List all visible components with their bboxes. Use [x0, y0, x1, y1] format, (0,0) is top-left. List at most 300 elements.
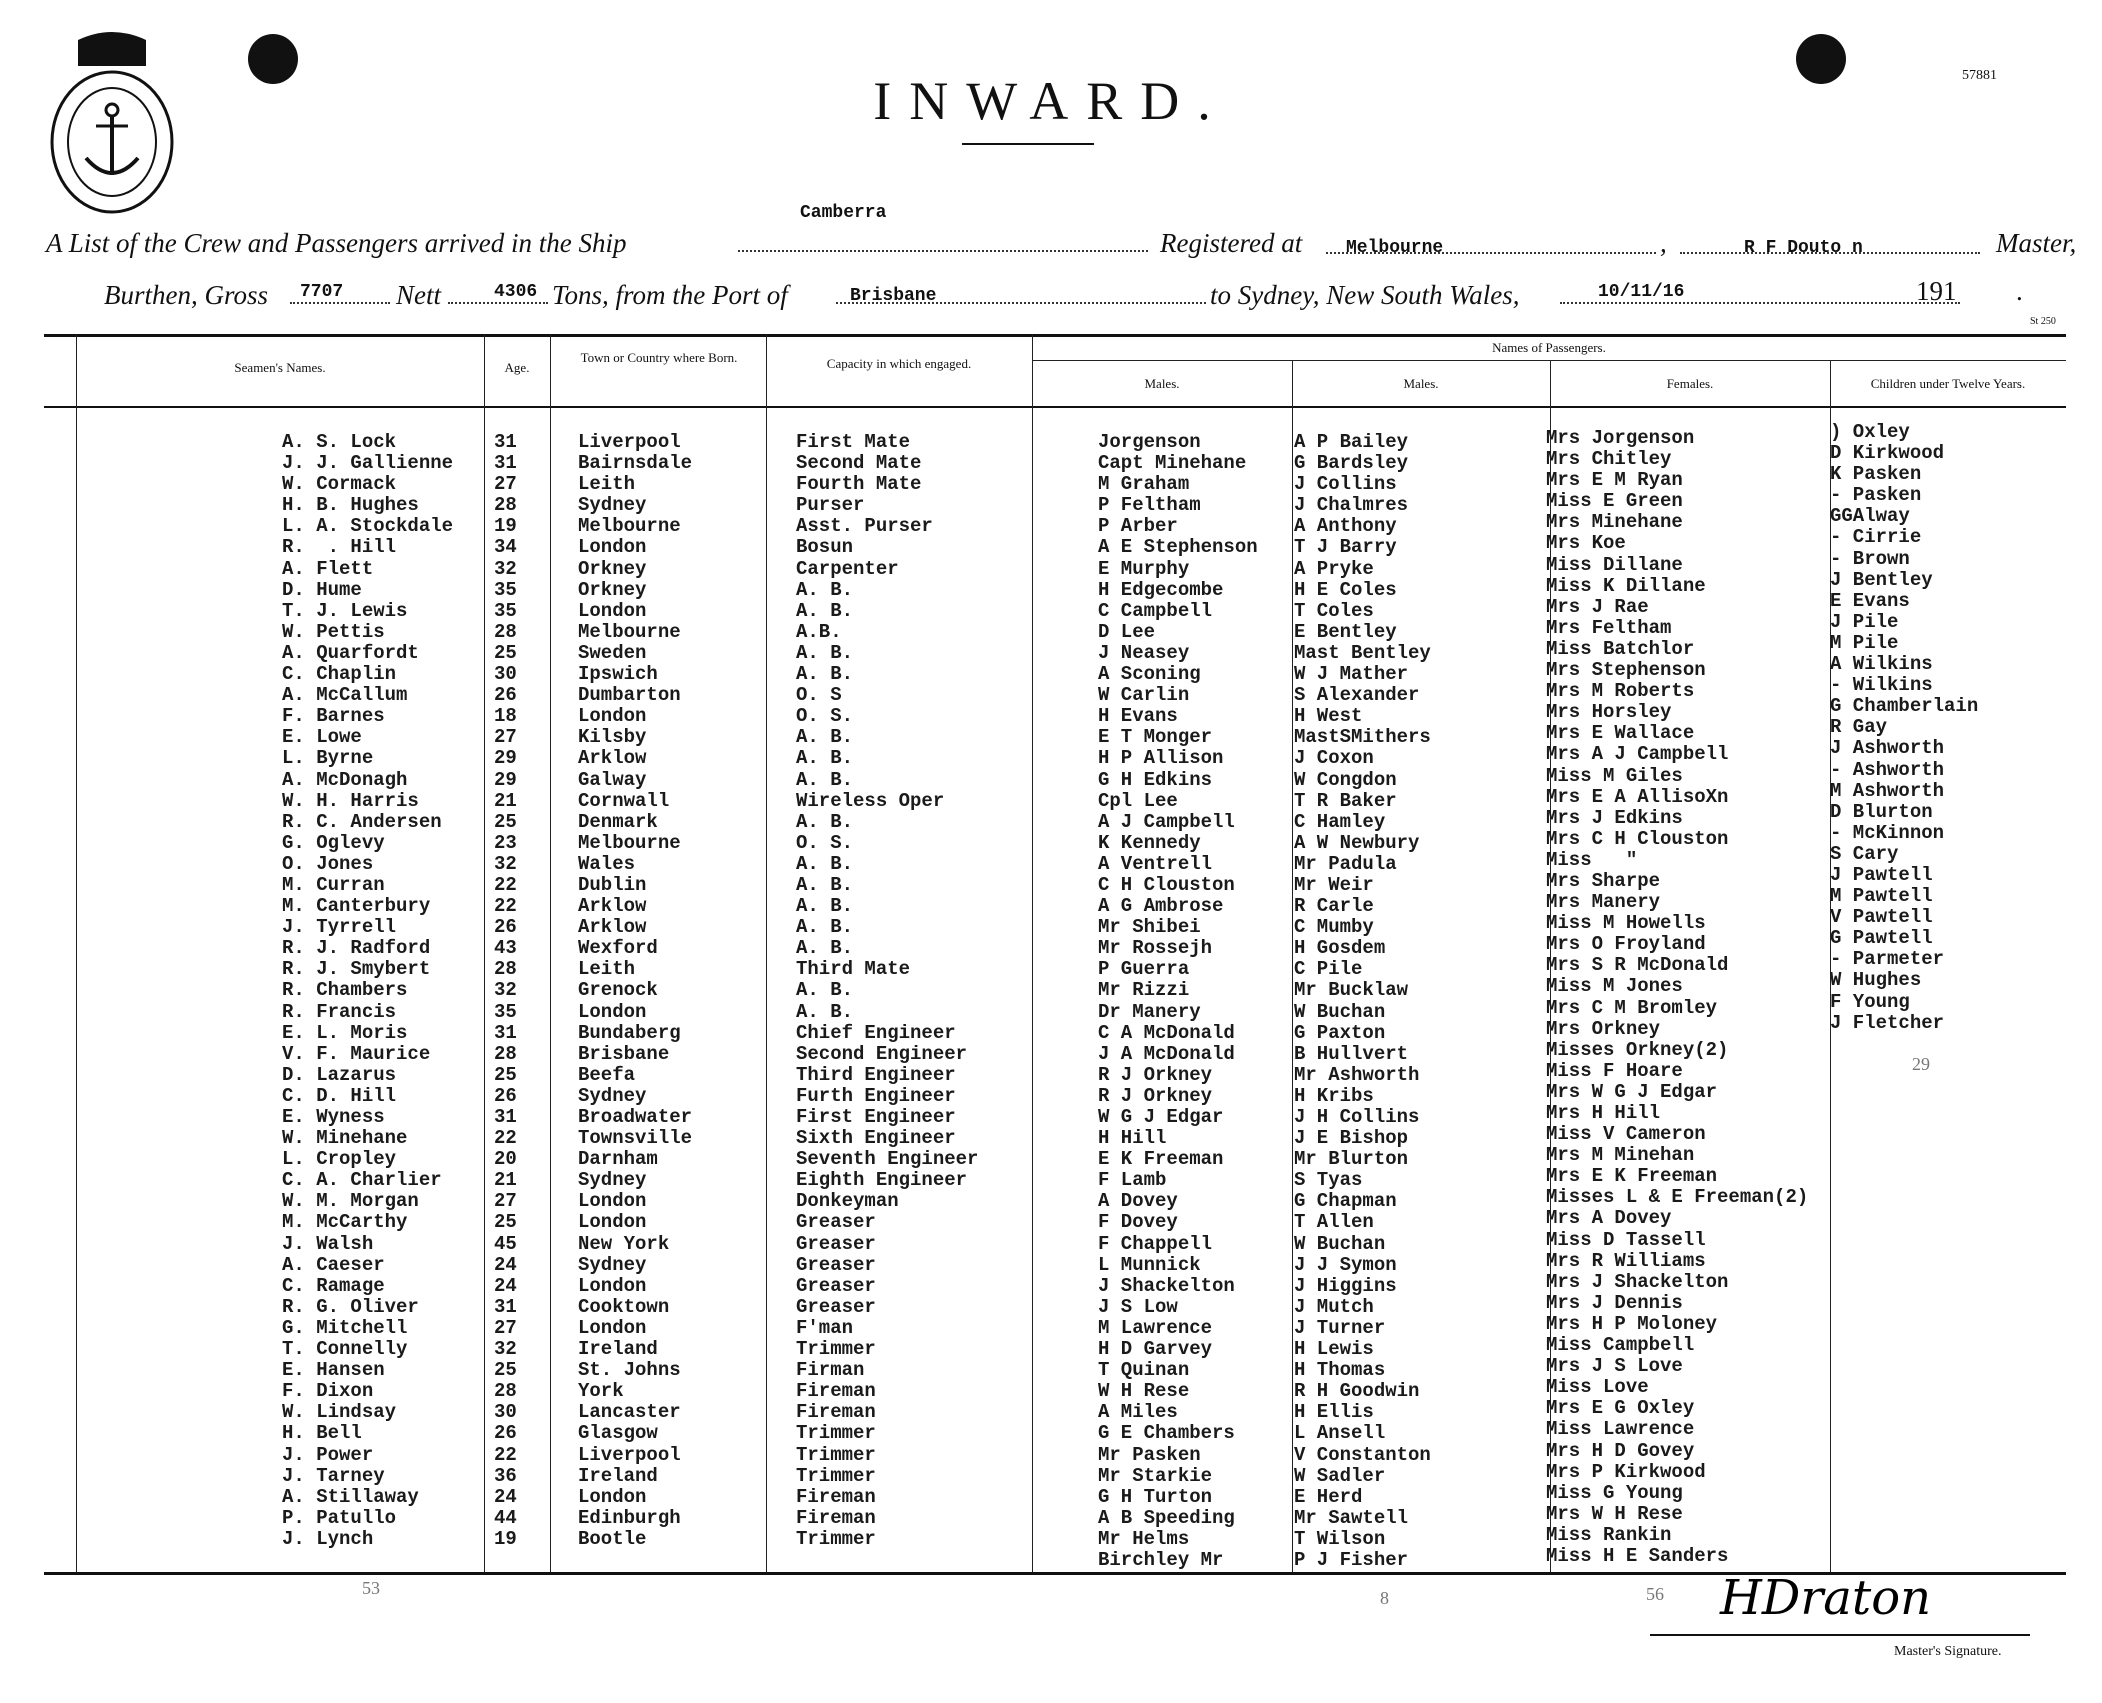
master-label: Master,	[1996, 228, 2077, 258]
male-passenger: E Murphy	[1098, 557, 1190, 580]
female-passenger: Miss Rankin	[1546, 1523, 1672, 1546]
seaman-capacity: First Mate	[796, 431, 911, 453]
seaman-capacity: A. B.	[796, 937, 854, 960]
seaman-age: 26	[494, 684, 517, 707]
child-passenger: - McKinnon	[1830, 821, 1945, 844]
seaman-capacity: Trimmer	[796, 1338, 876, 1361]
male-passenger: W G J Edgar	[1098, 1106, 1224, 1128]
male-passenger: J H Collins	[1294, 1106, 1420, 1128]
male-passenger: C A McDonald	[1098, 1021, 1235, 1044]
child-passenger: J Fletcher	[1830, 1011, 1945, 1034]
male-passenger: W Buchan	[1294, 1000, 1386, 1023]
seaman-age: 21	[494, 789, 517, 812]
seaman-age: 27	[494, 473, 517, 496]
male-passenger: A B Speeding	[1098, 1506, 1235, 1529]
female-passenger: Miss Batchlor	[1546, 637, 1695, 660]
seaman-town: Ipswich	[578, 663, 658, 686]
seaman-capacity: A. B.	[796, 979, 854, 1002]
seaman-town: Glasgow	[578, 1422, 658, 1445]
seaman-name: E. L. Moris	[282, 1021, 408, 1044]
male-passenger: T Wilson	[1294, 1527, 1386, 1550]
seaman-capacity: A. B.	[796, 873, 854, 896]
female-passenger: Miss F Hoare	[1546, 1059, 1683, 1082]
seaman-age: 27	[494, 726, 517, 749]
seaman-capacity: Eighth Engineer	[796, 1169, 968, 1192]
seaman-town: London	[578, 1000, 647, 1023]
seamen-names-column	[282, 432, 453, 1550]
male-passenger: R J Orkney	[1098, 1084, 1213, 1107]
female-passenger: Miss M Giles	[1546, 764, 1683, 787]
male-passenger: R J Orkney	[1098, 1063, 1213, 1086]
female-passenger: Miss D Tassell	[1546, 1228, 1706, 1251]
male-passenger: Mr Starkie	[1098, 1464, 1213, 1487]
seaman-name: L. A. Stockdale	[282, 515, 454, 538]
female-passenger: Mrs Orkney	[1546, 1017, 1661, 1040]
seaman-age: 31	[494, 1295, 517, 1318]
children-column	[1830, 422, 1978, 1034]
seaman-capacity: A. B.	[796, 726, 854, 749]
signature-rule	[1650, 1634, 2030, 1636]
males-total-note: 8	[1380, 1588, 1389, 1608]
seaman-name: R. G. Oliver	[282, 1295, 419, 1318]
seaman-name: D. Hume	[282, 578, 362, 601]
male-passenger: T Quinan	[1098, 1359, 1190, 1382]
gross-dots	[290, 302, 390, 304]
seaman-town: London	[578, 1485, 647, 1508]
seaman-name: L. Byrne	[282, 747, 374, 770]
seaman-name: J. Lynch	[282, 1527, 374, 1550]
child-passenger: F Young	[1830, 990, 1910, 1013]
seaman-capacity: Second Mate	[796, 452, 922, 475]
seaman-name: T. J. Lewis	[282, 599, 408, 622]
male-passenger: Mr Rizzi	[1098, 979, 1190, 1002]
male-passenger: J Turner	[1294, 1316, 1386, 1339]
col-divider-2	[550, 334, 551, 1572]
seaman-town: Ireland	[578, 1464, 658, 1487]
females-column	[1546, 428, 1808, 1567]
seaman-capacity: Chief Engineer	[796, 1021, 956, 1044]
seaman-name: V. F. Maurice	[282, 1042, 431, 1065]
seaman-age: 32	[494, 557, 517, 580]
seaman-age: 35	[494, 578, 517, 601]
seaman-age: 25	[494, 1211, 517, 1234]
seaman-age: 34	[494, 536, 517, 559]
child-passenger: W Hughes	[1830, 969, 1922, 992]
male-passenger: Mr Rossejh	[1098, 937, 1213, 960]
child-passenger: M Pawtell	[1830, 885, 1933, 908]
child-passenger: R Gay	[1830, 716, 1888, 739]
capacity-column	[796, 432, 978, 1550]
seaman-name: R. Francis	[282, 1000, 397, 1023]
female-passenger: Miss E Green	[1546, 490, 1683, 513]
seaman-capacity: A. B.	[796, 599, 854, 622]
seaman-town: Leith	[578, 473, 636, 496]
seaman-age: 23	[494, 831, 517, 854]
master-name: R F Douto n	[1744, 238, 1863, 258]
seaman-capacity: Wireless Oper	[796, 789, 945, 812]
seaman-age: 26	[494, 1422, 517, 1445]
male-passenger: H D Garvey	[1098, 1338, 1213, 1361]
male-passenger: K Kennedy	[1098, 831, 1201, 854]
seaman-age: 22	[494, 895, 517, 918]
seaman-capacity: Greaser	[796, 1295, 876, 1318]
female-passenger: Mrs Koe	[1546, 532, 1626, 555]
male-passenger: H Lewis	[1294, 1338, 1374, 1361]
seaman-town: Dumbarton	[578, 684, 681, 707]
male-passenger: D Lee	[1098, 620, 1156, 643]
seaman-town: London	[578, 536, 647, 559]
seaman-town: New York	[578, 1232, 670, 1255]
female-passenger: Mrs C H Clouston	[1546, 827, 1729, 850]
seaman-town: Melbourne	[578, 620, 681, 643]
seaman-age: 43	[494, 937, 517, 960]
seaman-capacity: F'man	[796, 1316, 854, 1339]
male-passenger: A Pryke	[1294, 557, 1374, 580]
seaman-name: J. Power	[282, 1443, 374, 1466]
seaman-capacity: A. B.	[796, 1000, 854, 1023]
seaman-name: M. Canterbury	[282, 895, 431, 918]
female-passenger: Miss Lawrence	[1546, 1418, 1695, 1441]
seaman-capacity: Third Mate	[796, 958, 911, 981]
seaman-name: C. A. Charlier	[282, 1169, 442, 1192]
male-passenger: MastSMithers	[1294, 726, 1431, 749]
seaman-name: J. J. Gallienne	[282, 452, 454, 475]
male-passenger: Cpl Lee	[1098, 789, 1178, 812]
seaman-town: Liverpool	[578, 1443, 681, 1466]
female-passenger: Mrs M Minehan	[1546, 1144, 1695, 1167]
year-prefix: 191	[1916, 276, 1957, 306]
seaman-town: Grenock	[578, 979, 658, 1002]
signature-label: Master's Signature.	[1894, 1644, 2002, 1659]
male-passenger: S Alexander	[1294, 684, 1420, 707]
male-passenger: H Edgecombe	[1098, 578, 1224, 601]
male-passenger: F Dovey	[1098, 1211, 1178, 1234]
male-passenger: H Gosdem	[1294, 937, 1386, 960]
female-passenger: Misses L & E Freeman(2)	[1546, 1186, 1809, 1209]
seaman-name: W. Lindsay	[282, 1401, 397, 1424]
male-passenger: F Chappell	[1098, 1232, 1213, 1255]
male-passenger: E Herd	[1294, 1485, 1363, 1508]
male-passenger: P J Fisher	[1294, 1548, 1409, 1571]
ages-column	[494, 432, 517, 1550]
seaman-capacity: Greaser	[796, 1274, 876, 1297]
master-signature: HDraton	[1720, 1570, 1932, 1626]
seaman-name: R. . Hill	[282, 536, 397, 559]
ship-name: Camberra	[800, 203, 887, 223]
seaman-town: Sydney	[578, 1169, 647, 1192]
male-passenger: H E Coles	[1294, 578, 1397, 601]
seaman-capacity: A. B.	[796, 852, 854, 875]
seaman-name: H. Bell	[282, 1422, 362, 1445]
seaman-name: J. Tyrrell	[282, 916, 397, 939]
male-passenger: J A McDonald	[1098, 1042, 1235, 1065]
male-passenger: A J Campbell	[1098, 810, 1235, 833]
male-passenger: A Miles	[1098, 1401, 1178, 1424]
to-label: to Sydney, New South Wales,	[1210, 280, 1520, 310]
seaman-name: P. Patullo	[282, 1506, 397, 1529]
tons-label: Tons, from the Port of	[552, 280, 788, 310]
header-females: Females.	[1666, 376, 1714, 391]
females-total-note: 56	[1646, 1584, 1664, 1604]
female-passenger: Mrs E G Oxley	[1546, 1397, 1695, 1420]
female-passenger: Mrs Chitley	[1546, 448, 1672, 471]
male-passenger: M Lawrence	[1098, 1316, 1213, 1339]
child-passenger: J Ashworth	[1830, 737, 1945, 760]
male-passenger: A Sconing	[1098, 663, 1201, 686]
male-passenger: G H Turton	[1098, 1485, 1213, 1508]
seaman-age: 28	[494, 494, 517, 517]
seaman-capacity: Third Engineer	[796, 1063, 956, 1086]
seaman-capacity: Donkeyman	[796, 1190, 899, 1213]
male-passenger: L Munnick	[1098, 1253, 1201, 1276]
seaman-capacity: Greaser	[796, 1211, 876, 1234]
seaman-age: 32	[494, 852, 517, 875]
passenger-subheader-rule	[1032, 360, 2066, 361]
seaman-town: St. Johns	[578, 1359, 681, 1382]
male-passenger: Mr Padula	[1294, 852, 1397, 875]
table-top-rule	[44, 334, 2066, 337]
seaman-capacity: A.B.	[796, 620, 842, 643]
male-passenger: J E Bishop	[1294, 1127, 1409, 1150]
seaman-name: F. Dixon	[282, 1380, 374, 1403]
nett-tons: 4306	[494, 282, 538, 302]
male-passenger: A E Stephenson	[1098, 536, 1258, 559]
female-passenger: Mrs M Roberts	[1546, 680, 1695, 703]
seaman-name: A. McDonagh	[282, 768, 408, 791]
male-passenger: H Kribs	[1294, 1084, 1374, 1107]
male-passenger: A Dovey	[1098, 1190, 1178, 1213]
child-passenger: ) Oxley	[1830, 421, 1910, 443]
male-passenger: G H Edkins	[1098, 768, 1213, 791]
seaman-age: 32	[494, 1338, 517, 1361]
header-capacity: Capacity in which engaged.	[826, 356, 972, 371]
seaman-name: L. Cropley	[282, 1148, 397, 1171]
registered-at: Melbourne	[1346, 238, 1444, 258]
seaman-town: Bootle	[578, 1527, 647, 1550]
seaman-age: 32	[494, 979, 517, 1002]
male-passenger: R H Goodwin	[1294, 1380, 1420, 1403]
seaman-capacity: A. B.	[796, 578, 854, 601]
child-passenger: - Cirrie	[1830, 526, 1922, 549]
seaman-capacity: Trimmer	[796, 1443, 876, 1466]
child-passenger: M Ashworth	[1830, 779, 1945, 802]
female-passenger: Miss Love	[1546, 1376, 1649, 1399]
male-passenger: V Constanton	[1294, 1443, 1431, 1466]
seaman-age: 24	[494, 1274, 517, 1297]
male-passenger: H Evans	[1098, 705, 1178, 728]
seaman-capacity: Sixth Engineer	[796, 1127, 956, 1150]
seaman-town: Wexford	[578, 937, 658, 960]
male-passenger: W J Mather	[1294, 663, 1409, 686]
header-passengers: Names of Passengers.	[1492, 340, 1606, 355]
male-passenger: C Mumby	[1294, 916, 1374, 939]
header-seamen: Seamen's Names.	[234, 360, 326, 375]
child-passenger: G Chamberlain	[1830, 695, 1979, 718]
male-passenger: E K Freeman	[1098, 1148, 1224, 1171]
male-passenger: Mr Shibei	[1098, 916, 1201, 939]
male-passenger: J Shackelton	[1098, 1274, 1235, 1297]
seaman-capacity: Furth Engineer	[796, 1084, 956, 1107]
female-passenger: Miss V Cameron	[1546, 1123, 1706, 1146]
seaman-capacity: A. B.	[796, 916, 854, 939]
towns-column	[578, 432, 692, 1550]
seaman-town: Sydney	[578, 1253, 647, 1276]
male-passenger: J Collins	[1294, 473, 1397, 496]
male-passenger: W H Rese	[1098, 1380, 1190, 1403]
seaman-town: York	[578, 1380, 624, 1403]
male-passenger: Mr Ashworth	[1294, 1063, 1420, 1086]
seaman-name: J. Walsh	[282, 1232, 374, 1255]
female-passenger: Mrs A Dovey	[1546, 1207, 1672, 1230]
seaman-name: J. Tarney	[282, 1464, 385, 1487]
female-passenger: Mrs P Kirkwood	[1546, 1460, 1706, 1483]
seaman-town: Melbourne	[578, 831, 681, 854]
males-column-2	[1294, 432, 1431, 1571]
seaman-town: Sydney	[578, 1084, 647, 1107]
seaman-town: Arklow	[578, 747, 647, 770]
seaman-age: 35	[494, 599, 517, 622]
female-passenger: Mrs J Rae	[1546, 595, 1649, 618]
male-passenger: A Ventrell	[1098, 852, 1213, 875]
male-passenger: W Congdon	[1294, 768, 1397, 791]
seaman-name: W. Pettis	[282, 620, 385, 643]
seaman-age: 21	[494, 1169, 517, 1192]
seaman-capacity: A. B.	[796, 641, 854, 664]
seaman-name: C. D. Hill	[282, 1084, 397, 1107]
male-passenger: P Feltham	[1098, 494, 1201, 517]
seaman-town: Edinburgh	[578, 1506, 681, 1529]
child-passenger: K Pasken	[1830, 463, 1922, 486]
seaman-age: 19	[494, 515, 517, 538]
seaman-town: Sweden	[578, 641, 647, 664]
seaman-capacity: Second Engineer	[796, 1042, 968, 1065]
registered-label: Registered at	[1160, 228, 1303, 258]
seaman-capacity: A. B.	[796, 768, 854, 791]
seaman-town: Galway	[578, 768, 647, 791]
child-passenger: S Cary	[1830, 842, 1899, 865]
males-column-1	[1098, 432, 1258, 1571]
seaman-town: Lancaster	[578, 1401, 681, 1424]
seaman-capacity: O. S.	[796, 831, 854, 854]
seaman-town: London	[578, 1211, 647, 1234]
seaman-town: Melbourne	[578, 515, 681, 538]
seaman-town: Darnham	[578, 1148, 658, 1171]
seaman-town: Kilsby	[578, 726, 647, 749]
seaman-age: 26	[494, 916, 517, 939]
document-number: 57881	[1962, 68, 1997, 83]
seaman-town: Arklow	[578, 916, 647, 939]
seaman-capacity: Carpenter	[796, 557, 899, 580]
child-passenger: E Evans	[1830, 589, 1910, 612]
male-passenger: Mr Blurton	[1294, 1148, 1409, 1171]
header-town: Town or Country where Born.	[580, 350, 738, 365]
seaman-town: Cooktown	[578, 1295, 670, 1318]
ship-dots	[738, 250, 1148, 252]
list-prefix: A List of the Crew and Passengers arrived in the Ship	[46, 228, 627, 258]
male-passenger: E Bentley	[1294, 620, 1397, 643]
seaman-name: A. Quarfordt	[282, 641, 419, 664]
seaman-age: 22	[494, 873, 517, 896]
male-passenger: J Neasey	[1098, 641, 1190, 664]
seaman-town: Brisbane	[578, 1042, 670, 1065]
seaman-capacity: Asst. Purser	[796, 515, 933, 538]
seaman-name: R. J. Radford	[282, 937, 431, 960]
child-passenger: J Bentley	[1830, 568, 1933, 591]
male-passenger: E T Monger	[1098, 726, 1213, 749]
seaman-town: London	[578, 1190, 647, 1213]
female-passenger: Mrs Manery	[1546, 891, 1661, 914]
seaman-name: A. S. Lock	[282, 431, 397, 453]
male-passenger: C Campbell	[1098, 599, 1213, 622]
seaman-age: 44	[494, 1506, 517, 1529]
female-passenger: Miss G Young	[1546, 1481, 1683, 1504]
seaman-name: W. Cormack	[282, 473, 397, 496]
seaman-capacity: O. S.	[796, 705, 854, 728]
seaman-age: 30	[494, 663, 517, 686]
male-passenger: B Hullvert	[1294, 1042, 1409, 1065]
female-passenger: Mrs W H Rese	[1546, 1502, 1683, 1525]
seaman-age: 29	[494, 747, 517, 770]
male-passenger: G Paxton	[1294, 1021, 1386, 1044]
male-passenger: H Hill	[1098, 1127, 1167, 1150]
female-passenger: Mrs E K Freeman	[1546, 1165, 1718, 1188]
male-passenger: W Carlin	[1098, 684, 1190, 707]
seaman-age: 24	[494, 1253, 517, 1276]
male-passenger: Mr Pasken	[1098, 1443, 1201, 1466]
child-passenger: G Pawtell	[1830, 927, 1933, 950]
male-passenger: T J Barry	[1294, 536, 1397, 559]
male-passenger: A W Newbury	[1294, 831, 1420, 854]
female-passenger: Miss M Howells	[1546, 912, 1706, 935]
male-passenger: F Lamb	[1098, 1169, 1167, 1192]
port-from: Brisbane	[850, 286, 937, 306]
seaman-town: Liverpool	[578, 431, 681, 453]
seaman-capacity: Fireman	[796, 1401, 876, 1424]
seaman-capacity: Bosun	[796, 536, 854, 559]
burthen-label: Burthen, Gross	[104, 280, 269, 310]
male-passenger: J J Symon	[1294, 1253, 1397, 1276]
child-passenger: J Pile	[1830, 610, 1899, 633]
child-passenger: A Wilkins	[1830, 653, 1933, 676]
seaman-town: Dublin	[578, 873, 647, 896]
child-passenger: V Pawtell	[1830, 906, 1933, 929]
seaman-name: W. M. Morgan	[282, 1190, 419, 1213]
seaman-age: 25	[494, 641, 517, 664]
female-passenger: Mrs R Williams	[1546, 1249, 1706, 1272]
female-passenger: Mrs H P Moloney	[1546, 1312, 1718, 1335]
seaman-name: D. Lazarus	[282, 1063, 397, 1086]
seaman-age: 22	[494, 1127, 517, 1150]
seaman-town: London	[578, 1274, 647, 1297]
seaman-age: 27	[494, 1190, 517, 1213]
male-passenger: L Ansell	[1294, 1422, 1386, 1445]
male-passenger: Mr Bucklaw	[1294, 979, 1409, 1002]
comma-1: ,	[1660, 228, 1667, 258]
child-passenger: J Pawtell	[1830, 863, 1933, 886]
male-passenger: H P Allison	[1098, 747, 1224, 770]
col-divider-1	[484, 334, 485, 1572]
seaman-town: Ireland	[578, 1338, 658, 1361]
seaman-age: 20	[494, 1148, 517, 1171]
seaman-town: Sydney	[578, 494, 647, 517]
seaman-capacity: A. B.	[796, 810, 854, 833]
seaman-town: Townsville	[578, 1127, 693, 1150]
col-divider-5	[1292, 360, 1293, 1572]
female-passenger: Mrs Stephenson	[1546, 659, 1706, 682]
seaman-name: A. Caeser	[282, 1253, 385, 1276]
seaman-age: 35	[494, 1000, 517, 1023]
seaman-capacity: Firman	[796, 1359, 865, 1382]
